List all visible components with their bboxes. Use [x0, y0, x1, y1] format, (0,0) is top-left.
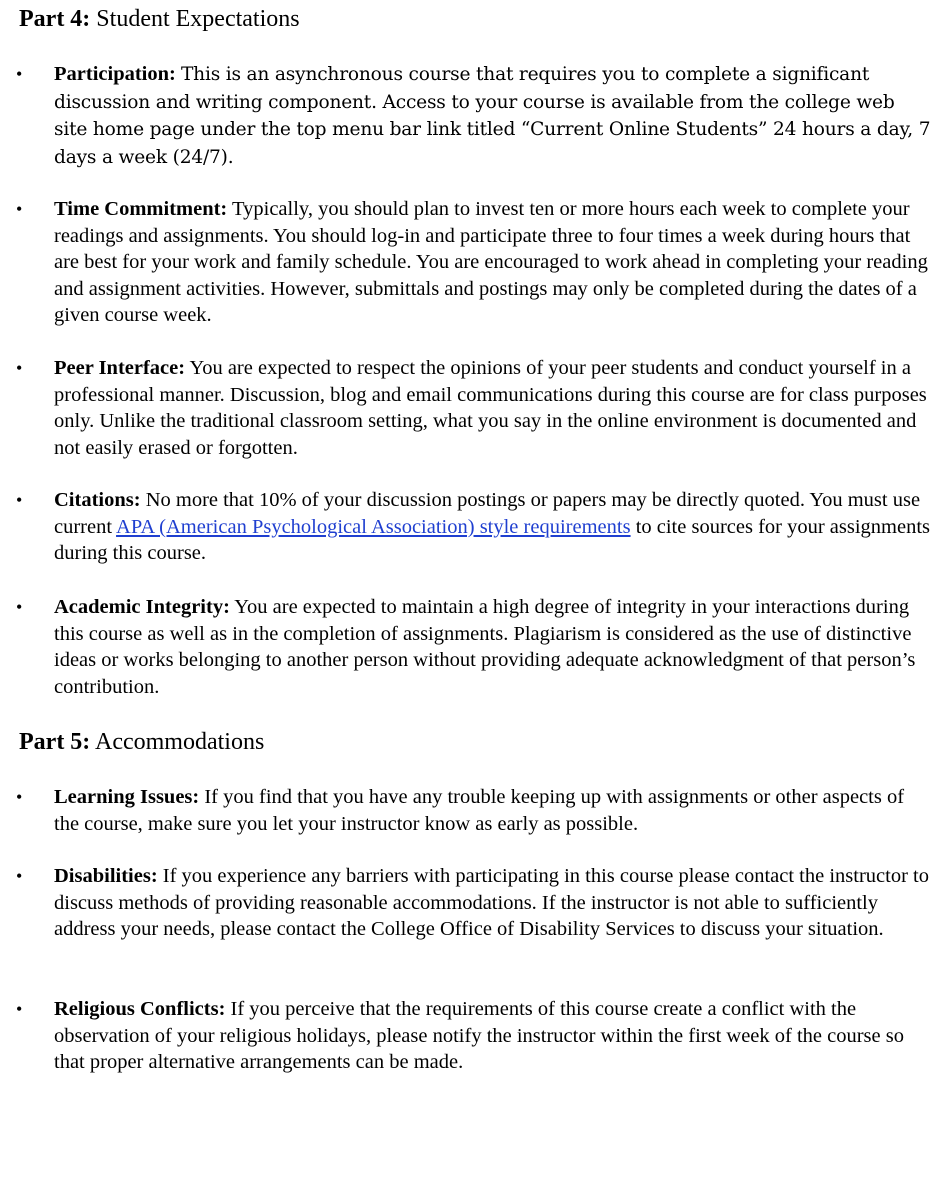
participation-label: Participation:: [54, 63, 176, 85]
bullet-icon: •: [16, 999, 23, 1019]
citations-body-before: No more that 10% of your discussion postings or papers may be directly quoted. You must use current: [54, 489, 921, 538]
apa-style-link[interactable]: APA (American Psychological Association) style requirements: [116, 515, 631, 538]
bullet-icon: •: [16, 199, 23, 219]
participation-text: [54, 61, 932, 171]
bullet-icon: •: [16, 358, 23, 378]
disabilities-text: [54, 863, 932, 943]
religious-conflicts-label: Religious Conflicts:: [54, 998, 226, 1020]
academic-integrity-label: Academic Integrity:: [54, 596, 230, 618]
time-commitment-text: [54, 196, 932, 329]
academic-integrity-text: [54, 594, 932, 700]
time-commitment-body: Typically, you should plan to invest ten or more hours each week to complete your readings and assignments. You should log-in and participate three to four times a week during hours that are best for your work and family schedule. You are encouraged to work ahead in completing your reading and assignment activities. However, submittals and postings may only be completed during the dates of a given course week.: [54, 198, 928, 326]
disabilities-body: If you experience any barriers with participating in this course please contact the instructor to discuss methods of providing reasonable accommodations. If the instructor is not able to sufficiently address your needs, please contact the College Office of Disability Services to discuss your situation.: [54, 865, 929, 940]
learning-issues-body: If you find that you have any trouble keeping up with assignments or other aspects of the course, make sure you let your instructor know as early as possible.: [54, 786, 905, 835]
peer-interface-body: You are expected to respect the opinions of your peer students and conduct yourself in a professional manner. Discussion, blog and email communications during this course are for class purposes only. Unlike the traditional classroom setting, what you say in the online environment is documented and not easily erased or forgotten.: [54, 357, 927, 459]
learning-issues-label: Learning Issues:: [54, 786, 200, 808]
disabilities-label: Disabilities:: [54, 865, 158, 887]
part5-heading: [19, 727, 264, 757]
bullet-icon: •: [16, 787, 23, 807]
time-commitment-label: Time Commitment:: [54, 198, 228, 220]
part4-heading: [19, 4, 300, 34]
peer-interface-text: [54, 355, 932, 461]
part5-title: Accommodations: [94, 729, 265, 755]
citations-body-after: to cite sources for your assignments during this course.: [54, 515, 931, 564]
part4-title: Student Expectations: [96, 6, 300, 32]
bullet-icon: •: [16, 866, 23, 886]
academic-integrity-body: You are expected to maintain a high degree of integrity in your interactions during this course as well as in the completion of assignments. Plagiarism is considered as the use of distinctive ideas or works belonging to another person without providing adequate acknowledgment of that person’s contribution.: [54, 596, 916, 698]
citations-label: Citations:: [54, 489, 141, 511]
learning-issues-text: [54, 784, 932, 837]
peer-interface-label: Peer Interface:: [54, 357, 186, 379]
part5-label: Part 5:: [19, 729, 91, 755]
bullet-icon: •: [16, 490, 23, 510]
bullet-icon: •: [16, 597, 23, 617]
bullet-icon: •: [16, 64, 23, 84]
participation-body: This is an asynchronous course that requires you to complete a significant discussion and writing component. Access to your course is available from the college web site home page under the top menu bar link titled “Current Online Students” 24 hours a day, 7 days a week (24/7).: [54, 64, 931, 168]
part4-label: Part 4:: [19, 6, 91, 32]
religious-conflicts-text: [54, 996, 932, 1076]
citations-text: [54, 487, 932, 567]
religious-conflicts-body: If you perceive that the requirements of this course create a conflict with the observation of your religious holidays, please notify the instructor within the first week of the course so that proper alternative arrangements can be made.: [54, 998, 904, 1073]
